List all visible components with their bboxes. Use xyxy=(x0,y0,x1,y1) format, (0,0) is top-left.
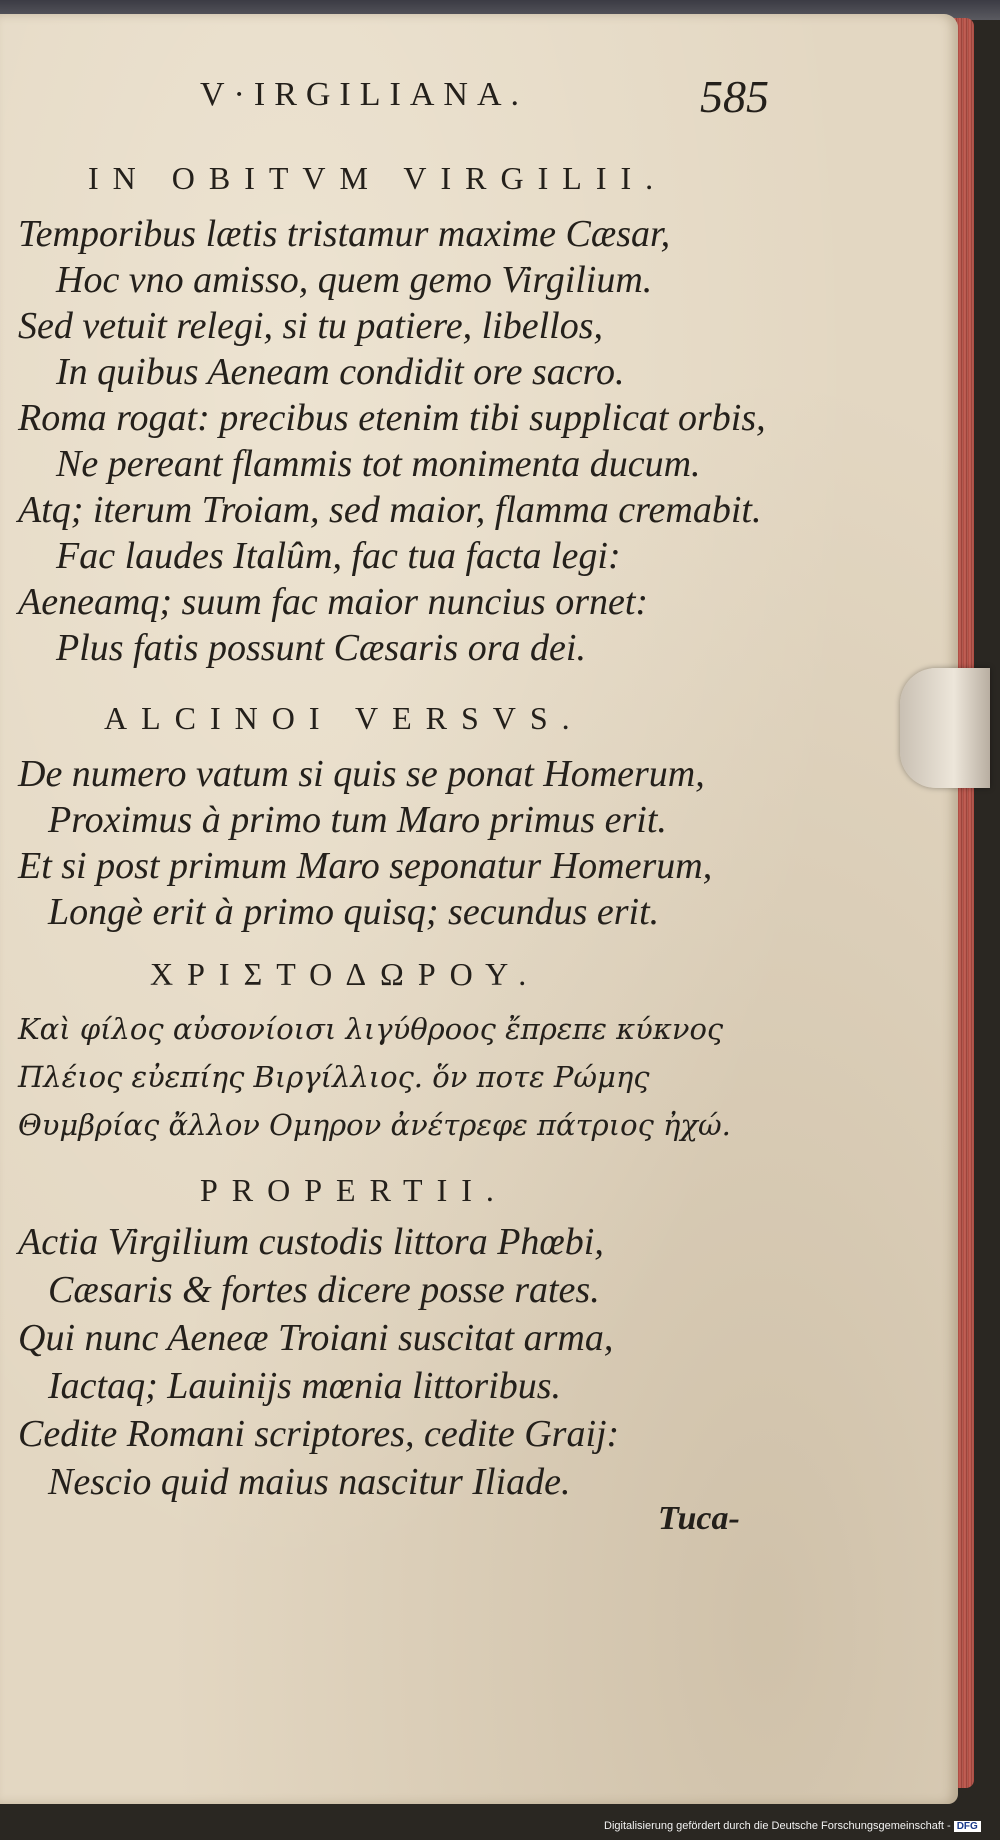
section-heading: IN OBITVM VIRGILII. xyxy=(88,160,668,196)
verse-line: Roma rogat: precibus etenim tibi supplicat orbis, xyxy=(18,397,766,439)
verse-line: Longè erit à primo quisq; secundus erit. xyxy=(48,891,660,933)
verse-line: De numero vatum si quis se ponat Homerum, xyxy=(18,753,705,795)
verse-line: Atq; iterum Troiam, sed maior, flamma cremabit. xyxy=(18,489,762,531)
verse-line: Temporibus lætis tristamur maxime Cæsar, xyxy=(18,213,671,255)
credit-text: Digitalisierung gefördert durch die Deutsche Forschungsgemeinschaft - xyxy=(604,1820,951,1832)
verse-line: Et si post primum Maro seponatur Homerum, xyxy=(18,845,713,887)
verse-line: Iactaq; Lauinijs mœnia littoribus. xyxy=(48,1365,562,1407)
digitization-credit xyxy=(604,1820,981,1832)
verse-line: Hoc vno amisso, quem gemo Virgilium. xyxy=(56,259,653,301)
verse-line: In quibus Aeneam condidit ore sacro. xyxy=(56,351,625,393)
verse-line: Cedite Romani scriptores, cedite Graij: xyxy=(18,1413,620,1455)
catchword: Tuca- xyxy=(658,1500,740,1537)
page-number: 585 xyxy=(700,71,769,122)
verse-line: Aeneamq; suum fac maior nuncius ornet: xyxy=(18,581,649,623)
greek-verse-line: Καὶ φίλος αὐσονίοισι λιγύθροος ἔπρεπε κύκνος xyxy=(18,1012,724,1046)
section-heading: ΧΡΙΣΤΟΔΩΡΟΥ. xyxy=(150,956,541,992)
verse-line: Nescio quid maius nascitur Iliade. xyxy=(48,1461,571,1503)
greek-verse-line: Θυμβρίας ἄλλον Ομηρον ἀνέτρεφε πάτριος ἠχώ. xyxy=(18,1108,731,1142)
running-head: V·IRGILIANA. xyxy=(200,76,529,113)
book-page xyxy=(0,14,958,1804)
verse-line: Actia Virgilium custodis littora Phœbi, xyxy=(18,1221,604,1263)
verse-line: Fac laudes Italûm, fac tua facta legi: xyxy=(56,535,621,577)
verse-line: Sed vetuit relegi, si tu patiere, libellos, xyxy=(18,305,604,347)
dfg-logo-icon: DFG xyxy=(954,1821,981,1832)
verse-line: Plus fatis possunt Cæsaris ora dei. xyxy=(56,627,586,669)
section-heading: PROPERTII. xyxy=(200,1172,508,1208)
verse-line: Proximus à primo tum Maro primus erit. xyxy=(48,799,667,841)
greek-verse-line: Πλέιος εὐεπίης Βιργίλλιος. ὅν ποτε Ρώμης xyxy=(18,1060,650,1094)
section-heading: ALCINOI VERSVS. xyxy=(104,700,584,736)
verse-line: Cæsaris & fortes dicere posse rates. xyxy=(48,1269,600,1311)
verse-line: Ne pereant flammis tot monimenta ducum. xyxy=(56,443,701,485)
verse-line: Qui nunc Aeneæ Troiani suscitat arma, xyxy=(18,1317,614,1359)
page-clip xyxy=(900,668,990,788)
